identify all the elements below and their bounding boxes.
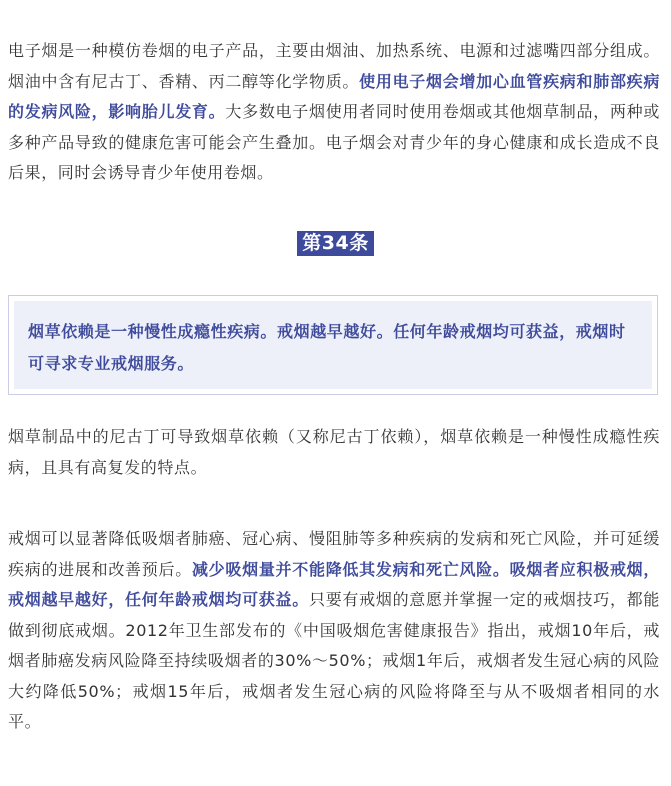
section-title-badge: 第34条: [297, 231, 373, 256]
quit-text-b: 只要有戒烟的意愿并掌握一定的戒烟技巧，都能做到彻底戒烟。2012年卫生部发布的《中国吸烟危害健康报告》指出，戒烟10年后，戒烟者肺癌发病风险降至持续吸烟者的30%～50%；戒烟1年后，戒烟者发生冠心病的风险大约降低50%；戒烟15年后，戒烟者发生冠心病的风险将降至与从不吸烟者相同的水平。: [8, 590, 660, 731]
callout-inner: [14, 301, 652, 389]
intro-text-a: 电子烟是一种模仿卷烟的电子产品，主要由烟油、加热系统、电源和过滤嘴四部分组成。烟油中含有尼古丁、香精、丙二醇等化学物质。: [8, 41, 660, 91]
section-heading: [0, 231, 671, 256]
quit-paragraph: [8, 524, 660, 738]
dependence-paragraph: [8, 422, 660, 483]
callout-box: [8, 295, 658, 395]
intro-highlight: 使用电子烟会增加心血管疾病和肺部疾病的发病风险，影响胎儿发育。: [8, 71, 660, 121]
intro-paragraph: [8, 36, 660, 189]
intro-text-b: 大多数电子烟使用者同时使用卷烟或其他烟草制品，两种或多种产品导致的健康危害可能会产生叠加。电子烟会对青少年的身心健康和成长造成不良后果，同时会诱导青少年使用卷烟。: [8, 102, 660, 182]
callout-text: 烟草依赖是一种慢性成瘾性疾病。戒烟越早越好。任何年龄戒烟均可获益，戒烟时可寻求专业戒烟服务。: [28, 322, 626, 373]
quit-highlight: 减少吸烟量并不能降低其发病和死亡风险。吸烟者应积极戒烟，戒烟越早越好，任何年龄戒烟均可获益。: [8, 559, 660, 609]
quit-text-a: 戒烟可以显著降低吸烟者肺癌、冠心病、慢阻肺等多种疾病的发病和死亡风险，并可延缓疾病的进展和改善预后。: [8, 529, 660, 579]
dependence-text: 烟草制品中的尼古丁可导致烟草依赖（又称尼古丁依赖），烟草依赖是一种慢性成瘾性疾病，且具有高复发的特点。: [8, 427, 660, 477]
